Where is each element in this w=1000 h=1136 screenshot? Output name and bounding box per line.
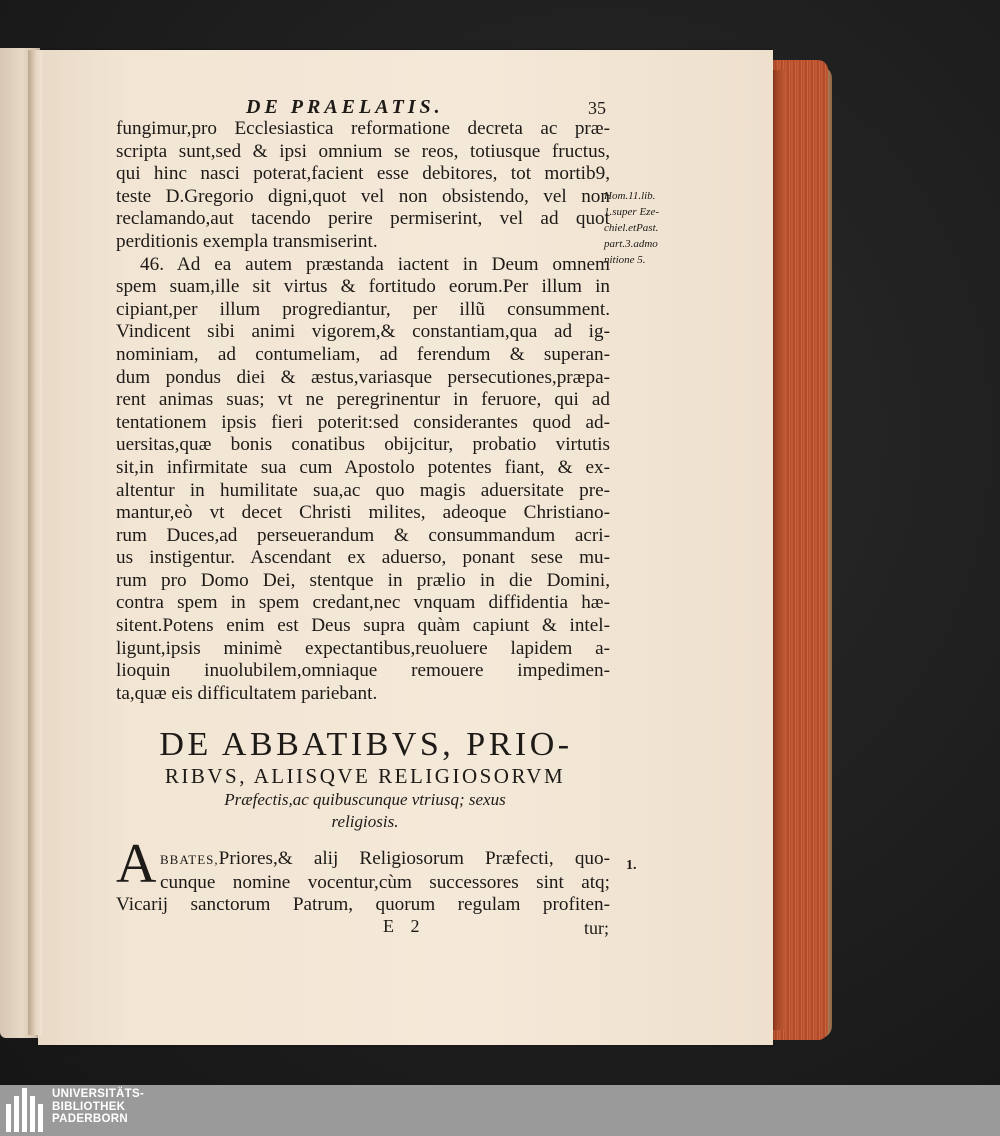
text-run: Priores,& alij Religiosorum Præfecti, quo-	[218, 848, 610, 869]
text-line: teste D.Gregorio digni,quot vel non obsistendo, vel non	[116, 185, 610, 207]
text-line: nominiam, ad contumeliam, ad ferendum & superan-	[116, 343, 610, 365]
library-name	[52, 1088, 144, 1126]
text-line: sit,in infirmitate sua cum Apostolo potentes fiant, & ex-	[116, 456, 610, 478]
text-line: sitent.Potens enim est Deus supra quàm capiunt & intel-	[116, 615, 610, 637]
binding-gutter	[28, 50, 42, 1035]
text-line: scripta sunt,sed & ipsi omnium se reos, totiusque fructus,	[116, 140, 610, 162]
text-line: rum pro Domo Dei, stentque in prælio in die Domini,	[116, 569, 610, 591]
text-line: reclamando,aut tacendo perire permiserint, vel ad quot	[116, 208, 610, 230]
text-line: rent animas suas; vt ne peregrinentur in feruore, qui ad	[116, 389, 610, 411]
small-caps-word: BBATES,	[160, 852, 219, 867]
library-logo-icon	[6, 1088, 46, 1132]
margin-note-line: nitione 5.	[604, 254, 646, 266]
library-name-line: UNIVERSITÄTS-	[52, 1088, 145, 1100]
library-name-line: BIBLIOTHEK	[52, 1100, 126, 1113]
text-line: cunque nomine vocentur,cùm successores sint atq;	[160, 871, 610, 893]
running-header: DE PRAELATIS.	[246, 96, 444, 118]
paragraph	[116, 848, 610, 917]
text-line: ta,quæ eis difficultatem pariebant.	[116, 682, 378, 704]
catchword: tur;	[584, 918, 609, 938]
margin-note-line: part.3.admo	[604, 238, 658, 250]
section-subtitle: RIBVS, ALIISQVE RELIGIOSORVM	[164, 764, 566, 788]
text-line: spem suam,ille sit virtus & fortitudo eorum.Per illum in	[116, 276, 610, 298]
margin-note-line: Hom.11.lib.	[604, 190, 656, 202]
text-line: lioquin inuolubilem,omniaque remouere impedimen-	[116, 660, 610, 682]
text-line: contra spem in spem credant,nec vnquam diffidentia hæ-	[116, 592, 610, 614]
text-line: us instigentur. Ascendant ex aduerso, ponant sese mu-	[116, 547, 610, 569]
margin-note-line: chiel.etPast.	[604, 222, 659, 234]
text-line: Vindicent sibi animi vigorem,& constantiam,qua ad ig-	[116, 321, 610, 343]
signature-mark: E 2	[383, 916, 426, 936]
section-subtitle-italic	[140, 789, 590, 833]
text-line	[116, 848, 610, 872]
subtitle-line: Præfectis,ac quibuscunque vtriusq; sexus	[224, 790, 506, 809]
body-text	[116, 118, 610, 705]
text-line: fungimur,pro Ecclesiastica reformatione decreta ac præ-	[116, 118, 610, 139]
text-line: Vicarij sanctorum Patrum, quorum regulam profiten-	[116, 894, 610, 916]
text-line: qui hinc nasci poterat,facient esse debitores, tot mortib9,	[116, 163, 610, 185]
text-line: mantur,eò vt decet Christi milites, adeoque Christiano-	[116, 502, 610, 524]
text-line: dum pondus diei & æstus,variasque persecutiones,præpa-	[116, 366, 610, 388]
margin-note	[604, 188, 684, 268]
text-line: 46. Ad ea autem præstanda iactent in Deum omnem	[140, 253, 610, 275]
section-title: DE ABBATIBVS, PRIO-	[159, 726, 573, 763]
library-name-line: PADERBORN	[52, 1113, 128, 1125]
margin-number: 1.	[626, 858, 637, 873]
drop-cap: A	[116, 833, 157, 895]
text-line: rum Duces,ad perseuerandum & consummandum acri-	[116, 524, 610, 546]
text-line: ligunt,ipsis minimè expectantibus,reuoluere lapidem a-	[116, 637, 610, 659]
library-footer-bar	[0, 1085, 1000, 1136]
text-line: perditionis exempla transmiserint.	[116, 230, 378, 252]
text-line: tentationem ipsis fieri poterit:sed considerantes quod ad-	[116, 411, 610, 433]
subtitle-line: religiosis.	[331, 812, 399, 831]
text-line: cipiant,per illum progrediantur, per illũ consumment.	[116, 298, 610, 320]
text-line: altentur in humilitate sua,ac quo magis aduersitate pre-	[116, 479, 610, 501]
text-line: uersitas,quæ bonis conatibus obijcitur, probatio virtutis	[116, 434, 610, 456]
page-number: 35	[588, 98, 606, 118]
margin-note-line: 1.super Eze-	[604, 206, 659, 218]
